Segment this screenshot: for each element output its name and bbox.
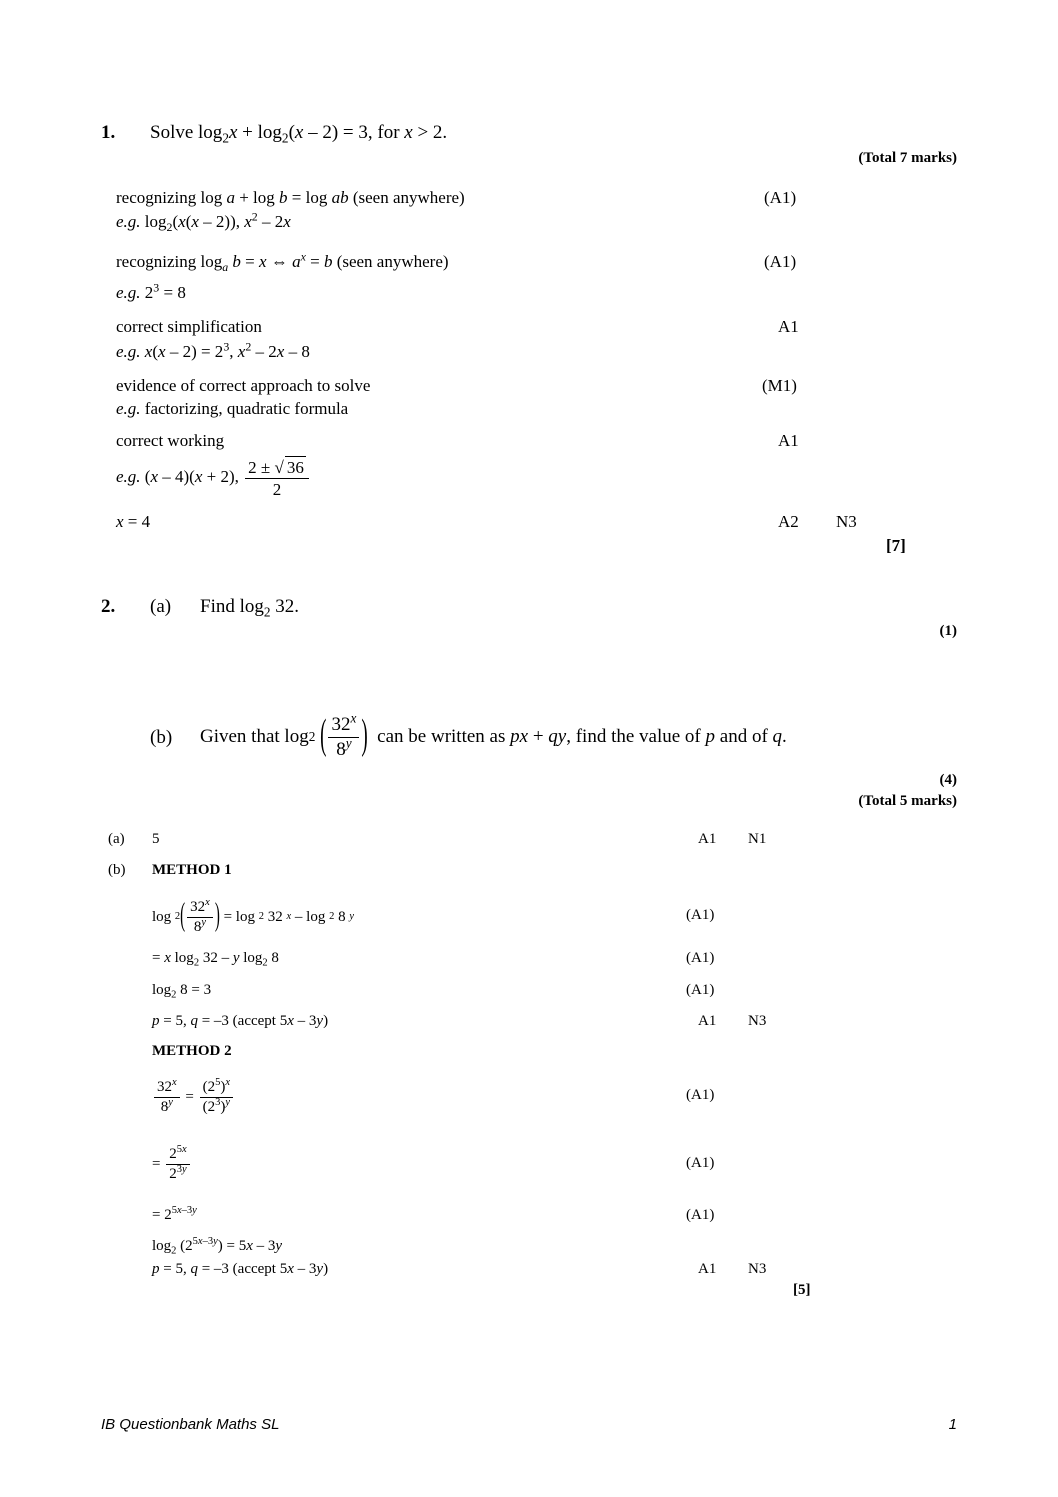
m2-row2-mark: (A1)	[686, 1155, 715, 1171]
q1-total-marks: (Total 7 marks)	[858, 150, 957, 166]
q2-scheme-a-mark: A1	[698, 831, 717, 847]
q1-scheme-row3: correct simplification	[116, 317, 262, 336]
q1-scheme-row3-mark: A1	[778, 317, 799, 336]
q1-total-box: [7]	[886, 536, 906, 555]
q1-scheme-row4: evidence of correct approach to solve	[116, 376, 371, 395]
q2-number: 2.	[101, 596, 116, 617]
m1-row1-mark: (A1)	[686, 907, 715, 923]
m1-row2-mark: (A1)	[686, 950, 715, 966]
q2-part-b-marks: (4)	[939, 772, 957, 788]
q2-total-marks: (Total 5 marks)	[858, 793, 957, 809]
page-number: 1	[948, 1416, 957, 1433]
q2-scheme-a-label: (a)	[108, 831, 125, 847]
q1-number: 1.	[101, 122, 116, 143]
q1-scheme-row1-mark: (A1)	[764, 188, 797, 207]
m2-row2: = $\frac{2^{5x}}{2^{3y}}$	[152, 1140, 192, 1188]
m1-row4-mark: A1	[698, 1013, 717, 1029]
q1-scheme-row6-mark: A2	[778, 512, 799, 531]
q2-total-box: [5]	[793, 1282, 811, 1298]
footer-title: IB Questionbank Maths SL	[101, 1416, 280, 1433]
m2-row3: = $2^{5x-3y}$	[152, 1205, 197, 1223]
q1-scheme-row5: correct working	[116, 431, 225, 450]
m2-row5-n: N3	[748, 1261, 767, 1277]
q1-scheme-row4-eg: e.g. factorizing, quadratic formula	[116, 399, 349, 418]
m2-row3-mark: (A1)	[686, 1207, 715, 1223]
method-1-heading: METHOD 1	[152, 862, 232, 878]
q1-scheme-row2-eg: e.g. $2^3 = 8$	[116, 280, 186, 302]
q2-part-a-label: (a)	[150, 596, 172, 617]
m2-row1: $\frac{32^x}{8^y}$ = $\frac{(2^5)^x}{(2^3)^y}$	[152, 1072, 235, 1122]
q2-part-b-label: (b)	[150, 727, 173, 748]
q1-scheme-row5-eg: e.g. (x – 4)(x + 2), $\frac{2 \pm √ 36}{2}$	[116, 456, 311, 501]
q1-scheme-row5-mark: A1	[778, 431, 799, 450]
m1-row4: p = 5, q = –3 (accept 5x – 3y)	[152, 1013, 329, 1029]
m2-row4: $\log_2 (2^{5x-3y}) = 5x - 3y$	[152, 1236, 283, 1257]
q1-scheme-row4-mark: (M1)	[762, 376, 797, 395]
q1-scheme-row2: recognizing $\log_a b = x$ ⇔ $a^x = b$ (seen anywhere)	[116, 249, 449, 275]
q1-scheme-row1-eg: e.g. $\log_2(x(x - 2))$, $x^2 - 2x$	[116, 209, 291, 235]
method-2-heading: METHOD 2	[152, 1043, 232, 1059]
q2-part-b-prompt: Given that log 2 ( $\frac{32^x}{8^y}$ ) can be written as px + qy , find the value of p and of q .	[200, 710, 787, 760]
q2-scheme-b-label: (b)	[108, 862, 126, 878]
q1-scheme-row2-mark: (A1)	[764, 252, 797, 271]
q1-prompt: Solve $\log_2x + \log_2(x - 2) = 3$, for x > 2.	[150, 122, 448, 146]
q1-scheme-row1: recognizing log a + log b = log ab (seen anywhere)	[116, 188, 465, 207]
q1-scheme-row6-n: N3	[836, 512, 857, 531]
m1-row1: log 2 ( $\frac{32^x}{8^y}$ ) = log 2 32 x – log 2 8 y	[152, 896, 354, 935]
m2-row5: p = 5, q = –3 (accept 5x – 3y)	[152, 1261, 329, 1277]
q2-part-a-prompt: Find $\log_2 32$.	[200, 596, 300, 620]
q2-part-a-marks: (1)	[939, 623, 957, 639]
m2-row1-mark: (A1)	[686, 1087, 715, 1103]
m1-row2: = x $\log_2 32$ – y $\log_2 8$	[152, 950, 279, 969]
m1-row4-n: N3	[748, 1013, 767, 1029]
m2-row5-mark: A1	[698, 1261, 717, 1277]
m1-row3: $\log_2 8 = 3$	[152, 982, 212, 1001]
q2-scheme-a-answer: 5	[152, 831, 160, 847]
q1-scheme-row6: x = 4	[116, 512, 151, 531]
q1-quadratic-fraction: $\frac{2 \pm √ 36}{2}$	[245, 456, 309, 501]
q1-scheme-row3-eg: e.g. $x(x - 2) = 2^3$, $x^2 - 2x - 8$	[116, 339, 310, 361]
q2-scheme-a-n: N1	[748, 831, 767, 847]
m1-row3-mark: (A1)	[686, 982, 715, 998]
